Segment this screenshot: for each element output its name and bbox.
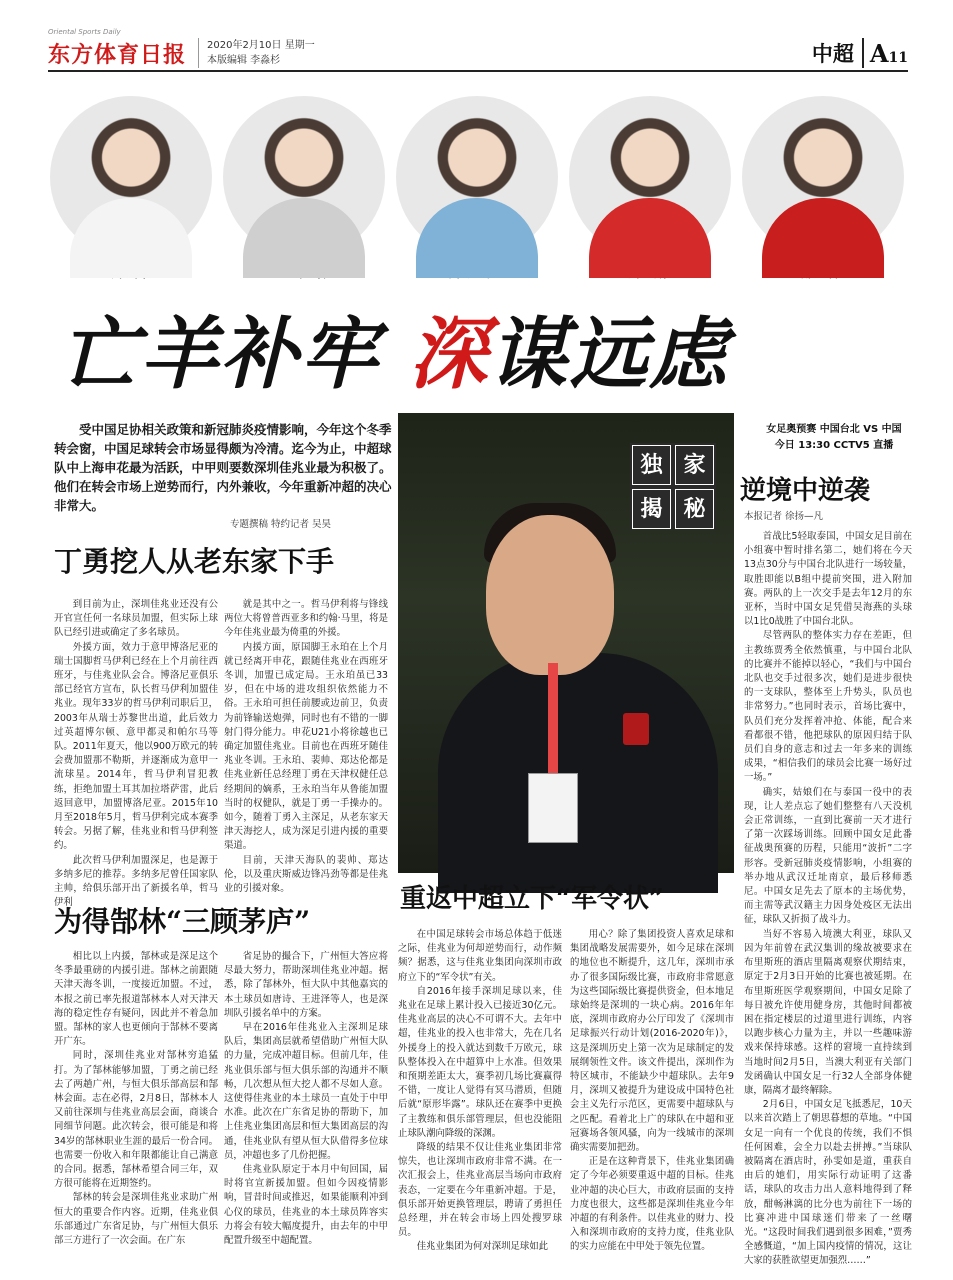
player-photo [742, 96, 904, 258]
article-bu-col2: 省足协的撮合下，广州恒大答应将尽最大努力，帮助深圳佳兆业冲超。据悉，除了郜林外，恒大队中其他嘉宾的本土球员如唐诗、王进泽等人，也是深圳队引援名单中的方案。 早在2016年佳兆业入主深圳足球队后，集团高层就希望借助广州恒大队的力量，完成冲超目标。但前几年，佳兆业俱乐部与恒大俱乐部的沟通并不顺畅，几次想从恒大挖人都不尽如人意。这使得佳兆业的本土球员一直处于中甲水准。此次在广东省足协的帮助下，加上佳兆业集团高层和恒大集团高层的沟通，佳兆业队有望从恒大队借得多位球员，冲超也多了几份把握。 佳兆业队原定于本月中旬回国，届时将官宣新援加盟。但如今因疫情影响，冒昔时间或推迟，如果能顺利冲到心仪的球员，佳兆业的本土球员阵容实力将会有较大幅度提升，由去年的中甲配置升级至中超配置。 [224, 951, 388, 1247]
article-zhong-col2: 用心？除了集团投资人喜欢足球和集团战略发展需要外，如今足球在深圳的地位也不断提升，这几年，深圳市承办了很多国际级比赛，市政府非常愿意为这些国际级比赛提供资金，但本地足球始终是深圳的一块心病。2016年年底，深圳市政府办公厅印发了《深圳市足球振兴行动计划(2016-2020年)》，这是深圳历史上第一次为足球制定的发展纲领性文件。该文件提出，深圳作为特区城市，不能缺少中超球队。去年9月，深圳又被提升为建设成中国特色社会主义先行示范区，更需要中超球队与之匹配。看着北上广的球队在中超和亚冠赛场各领风骚，向为一线城市的深圳确实需要加把劲。 正是在这种背景下，佳兆业集团确定了今年必须要重返中超的目标。佳兆业冲超的决心巨大，市政府层面的支持力度也很大，这些都是深圳佳兆业今年冲超的有利条件。以佳兆业的财力、投入和深圳市政府的支持力度，佳兆业队的实力应能在中甲处于领先位置。 [570, 929, 734, 1253]
page-number: A11 [869, 38, 908, 68]
article-bu-col1: 相比以上内援，郜林或是深足这个冬季最重磅的内援引进。郜林之前跟随天津天海冬训，一度接近加盟。不过，本报之前已率先报道郜林本人对天津天海的稳定性存有疑问，因此并不着急加盟。郜林的家人也更倾向于郜林不要离开广东。 同时，深圳佳兆业对郜林穷追猛打。为了郜林能够加盟，丁勇之前已经去了两趟广州，与恒大俱乐部高层和郜林会面。志在必得，2月8日，郜林本人又前往深圳与佳兆业高层会面，商谈合同细节问题。此次转会，很可能是和将34岁的郜林职业生涯的最后一份合同。也需要一份收入和年限都能让自己满意的合同。据悉，郜林希望合同三年，双方很可能将在近期签约。 郜林的转会是深圳佳兆业求助广州恒大的重要合作内容。近期，佳兆业俱乐部通过广东省足协，与广州恒大俱乐部三方进行了一次会面。在广东 [54, 951, 218, 1247]
article-title-bu: 为得郜林“三顾茅庐” [54, 905, 311, 938]
player-photo [396, 96, 558, 258]
player-card [567, 96, 732, 282]
player-photo [50, 96, 212, 258]
masthead [48, 28, 908, 72]
player-photo [569, 96, 731, 258]
newspaper-logo: Oriental Sports Daily 东方体育日报 [48, 28, 187, 68]
article-ding-col2: 就是其中之一。哲马伊利将与锋线两位大将曾普西亚多和约翰·马里，将是今年佳兆业最为倚重的外援。 内援方面，原国脚王永珀在上个月就已经离开申花，跟随佳兆业在西班牙冬训，加盟已成定局。王永珀虽已33岁，但在中场的进攻组织依然能力不俗。王永珀可担任前腰或边前卫，负责为前锋输送炮弹，同时也有不错的一脚射门得分能力。申花U21小将徐越也已确定加盟佳兆业。目前也在西班牙随佳兆业冬训。王永珀、裴帅、郑达伦都是佳兆业新任总经理丁勇在天津权健任总经期间的嫡系，王永珀当年从鲁能加盟当时的权健队，就是丁勇一手操办的。如今，随着丁勇入主深足，从老东家天津天海挖人，成为深足引进内援的重要渠道。 目前，天津天海队的裴帅、郑达伦，以及重庆斯威边锋冯劲等都是佳兆业的引援对象。 [224, 599, 388, 895]
main-headline [60, 292, 920, 400]
player-photo [223, 96, 385, 258]
player-card [740, 96, 905, 282]
article-ding-col1: 到目前为止，深圳佳兆业还没有公开官宣任何一名球员加盟，但实际上球队已经引进或确定了多名球员。 外援方面，效力于意甲博洛尼亚的瑞士国脚哲马伊利已经在上个月前往西班牙，与佳兆业队会合。博洛尼亚俱乐部已经官方宣布，队长哲马伊利加盟佳兆业。现年33岁的哲马伊利司职后卫，2003年从瑞士苏黎世出道，此后效力过英超博尔顿、意甲都灵和帕尔马等队。2011年夏天，他以900万欧元的转会费加盟那不勒斯，并逐渐成为意甲一流球星。2014年，哲马伊利冒犯教练，拒绝加盟土耳其加拉塔萨雷，此后返回意甲，加盟博洛尼亚。2015年10月至2018年5月，哲马伊利完成本赛季转会。另据了解，佳兆业和哲马伊利签约。 此次哲马伊利加盟深足，也是源于多纳多尼的推荐。多纳多尼曾任国家队主帅，给俱乐部开出了新援名单，哲马伊利 [54, 599, 218, 909]
newspaper-logo-en: Oriental Sports Daily [48, 28, 121, 36]
match-line: 女足奥预赛 中国台北 VS 中国 [766, 424, 902, 435]
player-card [48, 96, 213, 282]
article-ni-col: 首战比5轻取泰国，中国女足目前在小组赛中暂时排名第二，她们将在今天13点30分与中国台北队进行一场较量，取胜即能以B组中提前突围，进入附加赛。两队的上一次交手是去年12月的东亚杯，当时中国女足凭借吴海燕的头球以1比0战胜了中国台北队。 尽管两队的整体实力存在差距，但主教练贾秀全依然慎重，与中国台北队的比赛并不能掉以轻心，“我们与中国台北队也交手过很多次，她们是进步很快的一支球队，整体至上升势头，队员也非常努力。”也同时表示，首场比赛中，队员们充分发挥着冲抢、体能，配合来看都很不错，他把球队的原因归结于队员们自身的意志和过去一年多来的训练成果，“相信我们的球员会比赛一场好过一场。” 确实，姑娘们在与泰国一役中的表现，让人差点忘了她们整整有八天没机会正常训练，一直到比赛前一天才进行了第一次踩场训练。回顾中国女足此番征战奥预赛的历程，只能用“波折”二字形容。受新冠肺炎疫情影响，小组赛的举办地从武汉迁址南京，最后移师悉尼。中国女足先去了原本的主场优势，而主需等武汉籍主力因身处疫区无法出征，球队又折损了战斗力。 当好不容易入境澳大利亚，球队又因为年前曾在武汉集训的缘故被要求在布里斯班的酒店里隔离观察伏期结束，原定于2月3日开始的比赛也被延期。在布里斯班医学观察期间，中国女足除了每日被允许使用健身房，其他时间都被困在指定楼层的过道里进行训练，内容以跑步核心力量为主，并以一些趣味游戏来保持球感。这样的窘境一直持续到当地时间2月5日，当澳大利亚有关部门发函确认中国女足一行32人全部身体健康，隔离才最终解除。 2月6日，中国女足飞抵悉尼，10天以来首次踏上了朝思暮想的草地。“中国女足一向有一个优良的传统，我们不惧任何困难，会全力以赴去拼搏。”当球队被隔离在酒店时，孙雯如是道，重获自由后的她们，用实际行动证明了这番话，球队的攻击力出人意料地得到了释放，酣畅淋漓的比分也为前往下一场的比赛冲进中国球迷们带来了一丝曙光。“这段时间我们遇到很多困难，”贾秀全感慨道，“加上国内疫情的情况，这让大家的获胜欲望更加强烈……” [744, 531, 912, 1267]
article-ni-byline: 本报记者 徐扬—凡 [744, 511, 824, 522]
team-crest-icon [623, 713, 649, 745]
article-title-ni: 逆境中逆袭 [740, 476, 871, 506]
section-tag [812, 38, 908, 68]
credential-badge [528, 773, 578, 843]
issue-date: 2020年2月10日 星期一 [207, 40, 315, 51]
page-editor: 本版编辑 李淼杉 [207, 55, 281, 66]
player-card [221, 96, 386, 282]
intro-byline: 专题撰稿 特约记者 吴昊 [230, 519, 332, 530]
headline-highlight: 深 [409, 310, 490, 400]
article-title-ding: 丁勇挖人从老东家下手 [54, 545, 335, 578]
broadcast-line: 今日 13:30 CCTV5 直播 [774, 440, 894, 451]
intro-paragraph: 受中国足协相关政策和新冠肺炎疫情影响，今年这个冬季转会窗，中国足球转会市场显得颇为冷清。迄今为止，中超球队中上海申花最为活跃，中甲则要数深圳佳兆业最为积极了。他们在转会市场上逆势而行，内外兼收，今年重新冲超的决心非常大。 [54, 422, 392, 513]
player-portraits [48, 96, 918, 286]
exclusive-stamp: 独 家 揭 秘 [630, 443, 716, 529]
date-block [198, 38, 315, 68]
article-zhong-col1: 在中国足球转会市场总体趋于低迷之际，佳兆业为何却逆势而行，动作频频？据悉，这与佳兆业集团向深圳市政府立下的“军令状”有关。 自2016年接手深圳足球以来，佳兆业在足球上累计投入已接近30亿元。佳兆业高层的决心不可谓不大。去年中超，佳兆业的投入也非常大，先在几名外援身上的投入就达到数千万欧元，球队整体投入在中超算中上水准。但效果和预期差距太大，赛季初几场比赛赢得不错，一度让人觉得有冥马潜质，但随后就“原形毕露”。球队还在赛季中更换了主教练和俱乐部管理层，但也没能阻止球队潮向降级的深渊。 降级的结果不仅让佳兆业集团非常惊失，也让深圳市政府非常不满。在一次汇报会上，佳兆业高层当场向市政府表态，一定要在今年重新冲超。于是，俱乐部开始更换管理层，聘请了勇担任总经理，并在转会市场上四处搜罗球员。 佳兆业集团为何对深圳足球如此 [398, 929, 562, 1253]
section-name: 中超 [812, 38, 864, 68]
executive-photo [398, 413, 734, 873]
article-title-zhong: 重返中超立下“军令状” [400, 884, 664, 914]
tv-schedule [744, 422, 924, 454]
headline-part2: 谋远虑 [489, 310, 730, 400]
player-card [394, 96, 559, 282]
headline-part1: 亡羊补牢 [60, 310, 381, 400]
